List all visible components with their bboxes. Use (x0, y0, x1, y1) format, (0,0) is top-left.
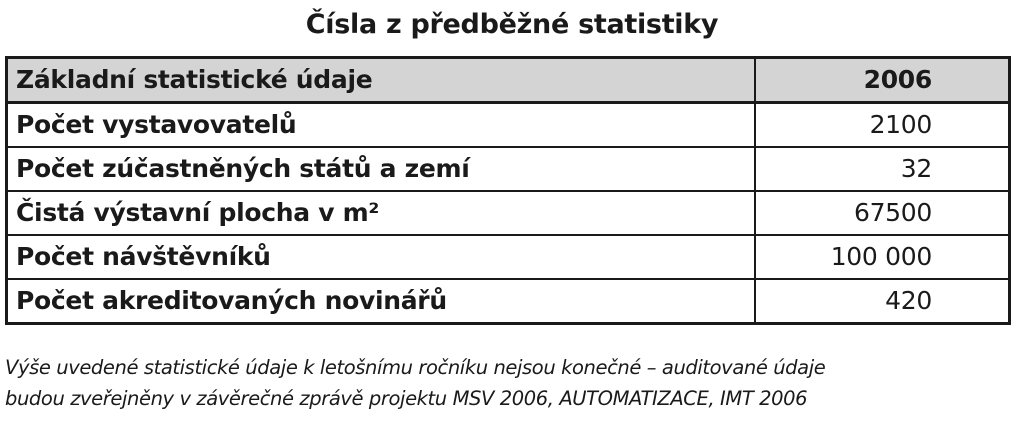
table-row (7, 103, 1010, 148)
table-header-row (7, 58, 1010, 103)
row-value-visitors: 100 000 (755, 235, 1010, 279)
footnote-line-1: Výše uvedené statistické údaje k letošnímu ročníku nejsou konečné – auditované údaje (5, 356, 826, 379)
row-label-exhibitors: Počet vystavovatelů (7, 103, 756, 148)
row-label-countries: Počet zúčastněných států a zemí (7, 147, 756, 191)
row-label-visitors: Počet návštěvníků (7, 235, 756, 279)
row-value-exhibition-area: 67500 (755, 191, 1010, 235)
row-label-journalists: Počet akreditovaných novinářů (7, 279, 756, 324)
row-value-journalists: 420 (755, 279, 1010, 324)
row-value-exhibitors: 2100 (755, 103, 1010, 148)
table-row (7, 147, 1010, 191)
footnote (5, 352, 1019, 414)
header-year-cell: 2006 (755, 58, 1010, 103)
row-label-exhibition-area: Čistá výstavní plocha v m² (7, 191, 756, 235)
footnote-line-2: budou zveřejněny v závěrečné zprávě projektu MSV 2006, AUTOMATIZACE, IMT 2006 (5, 387, 808, 410)
table-row (7, 191, 1010, 235)
table-row (7, 235, 1010, 279)
row-value-countries: 32 (755, 147, 1010, 191)
table-row (7, 279, 1010, 324)
statistics-table (5, 56, 1011, 325)
page-title: Čísla z předběžné statistiky (305, 9, 719, 40)
header-label-cell: Základní statistické údaje (7, 58, 756, 103)
